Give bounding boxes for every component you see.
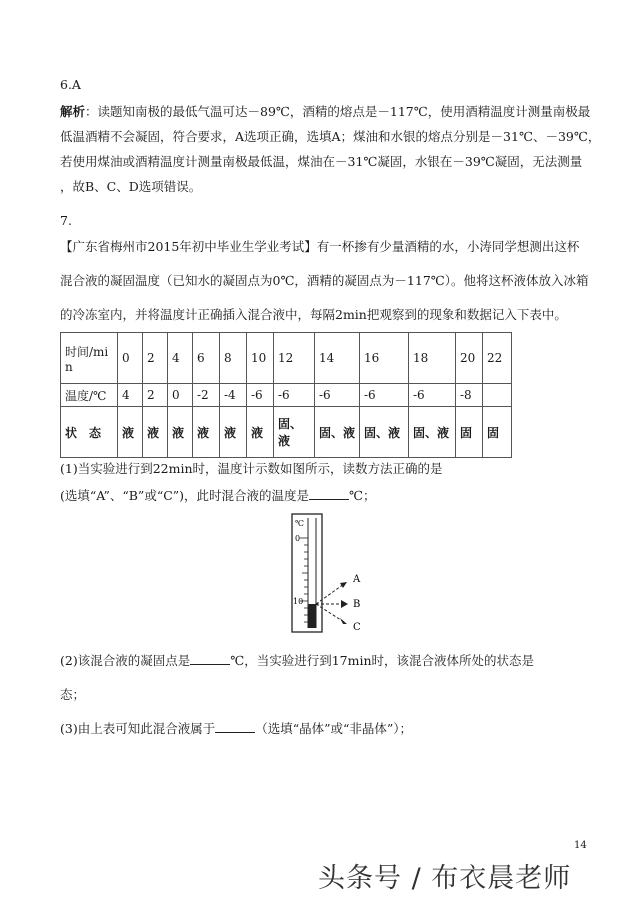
option-b-label: B [353, 599, 361, 610]
table-cell: 液 [193, 407, 220, 458]
part1-text-a: (选填“A”、“B”或“C”)，此时混合液的温度是 [60, 488, 310, 503]
table-cell: 12 [274, 333, 315, 384]
option-c-label: C [353, 622, 361, 633]
table-cell [483, 384, 512, 407]
q7-intro-line-2: 混合液的凝固温度（已知水的凝固点为0℃，酒精的凝固点为－117℃）。他将这杯液体放入冰箱 [60, 273, 589, 288]
q6-analysis-line-2: 低温酒精不会凝固，符合要求，A选项正确，选填A；煤油和水银的熔点分别是－31℃、－39℃， [60, 129, 601, 144]
tick-label-10: 10 [293, 597, 304, 606]
q7-number: 7. [60, 213, 72, 228]
table-cell: 8 [220, 333, 247, 384]
q7-part2-line-2: 态； [60, 687, 86, 702]
analysis-label: 解析 [60, 104, 86, 119]
part3-text-a: (3)由上表可知此混合液属于 [60, 721, 216, 736]
q7-part2-line-1 [60, 652, 534, 670]
watermark: 头条号 / 布衣晨老师 [318, 863, 572, 894]
q7-part1-line-1: (1)当实验进行到22min时，温度计示数如图所示，读数方法正确的是 [60, 461, 443, 476]
table-cell: 固、液 [315, 407, 360, 458]
table-cell: 0 [118, 333, 143, 384]
page-number: 14 [574, 840, 587, 851]
arrowheads [340, 582, 348, 624]
table-cell: 14 [315, 333, 360, 384]
time-header: 时间/min [61, 333, 118, 384]
table-cell: 6 [193, 333, 220, 384]
tick-label-0: 0 [295, 534, 301, 543]
answer-blank[interactable] [309, 487, 349, 500]
q7-part1-line-2 [60, 487, 376, 505]
table-cell: -6 [274, 384, 315, 407]
table-cell: 0 [168, 384, 193, 407]
table-row-state [61, 407, 512, 458]
table-cell: 22 [483, 333, 512, 384]
table-cell: 液 [168, 407, 193, 458]
table-cell: 固、液 [360, 407, 409, 458]
table-cell: 2 [143, 333, 168, 384]
option-a-label: A [353, 574, 361, 585]
table-cell: 4 [168, 333, 193, 384]
part2-text-a: (2)该混合液的凝固点是 [60, 653, 191, 668]
thermometer-figure [270, 512, 370, 636]
table-row-temp [61, 384, 512, 407]
q6-analysis-line-1 [60, 103, 590, 121]
q7-intro-line-3: 的冷冻室内，并将温度计正确插入混合液中，每隔2min把观察到的现象和数据记入下表中。 [60, 307, 567, 322]
table-cell: -6 [360, 384, 409, 407]
q6-analysis-line-4: ，故B、C、D选项错误。 [60, 179, 202, 194]
table-cell: -4 [220, 384, 247, 407]
table-cell: 液 [143, 407, 168, 458]
table-cell: -8 [456, 384, 483, 407]
table-cell: 固、液 [409, 407, 456, 458]
table-cell: 固 [456, 407, 483, 458]
table-cell: 20 [456, 333, 483, 384]
unit-label: ℃ [295, 519, 304, 528]
temp-header: 温度/℃ [61, 384, 118, 407]
part3-text-b: （选填“晶体”或“非晶体”）； [255, 721, 413, 736]
table-cell: 液 [220, 407, 247, 458]
table-cell: 4 [118, 384, 143, 407]
table-cell: 10 [247, 333, 274, 384]
sight-lines [316, 584, 344, 622]
q7-intro-line-1: 【广东省梅州市2015年初中毕业生学业考试】有一杯掺有少量酒精的水，小涛同学想测出这杯 [60, 239, 580, 254]
table-cell: 16 [360, 333, 409, 384]
scale-ticks [300, 538, 308, 622]
answer-blank[interactable] [215, 720, 255, 733]
table-cell: 液 [118, 407, 143, 458]
table-cell: -2 [193, 384, 220, 407]
state-header: 状 态 [61, 407, 118, 458]
table-row-time [61, 333, 512, 384]
analysis-text: ：读题知南极的最低气温可达－89℃，酒精的熔点是－117℃，使用酒精温度计测量南极最 [85, 104, 591, 119]
table-cell: 固 [483, 407, 512, 458]
table-cell: 固、液 [274, 407, 315, 458]
table-cell: -6 [247, 384, 274, 407]
q6-answer: 6.A [60, 77, 81, 92]
liquid-column [308, 604, 316, 628]
q6-analysis-line-3: 若使用煤油或酒精温度计测量南极最低温，煤油在－31℃凝固，水银在－39℃凝固，无法测量 [60, 154, 583, 169]
table-cell: -6 [315, 384, 360, 407]
table-cell: 液 [247, 407, 274, 458]
data-table [60, 332, 512, 458]
table-cell: 18 [409, 333, 456, 384]
answer-blank[interactable] [190, 652, 230, 665]
table-cell: -6 [409, 384, 456, 407]
table-cell: 2 [143, 384, 168, 407]
part1-text-b: ℃； [349, 488, 376, 503]
q7-part3-line [60, 720, 412, 738]
part2-text-b: ℃，当实验进行到17min时，该混合液体所处的状态是 [230, 653, 535, 668]
